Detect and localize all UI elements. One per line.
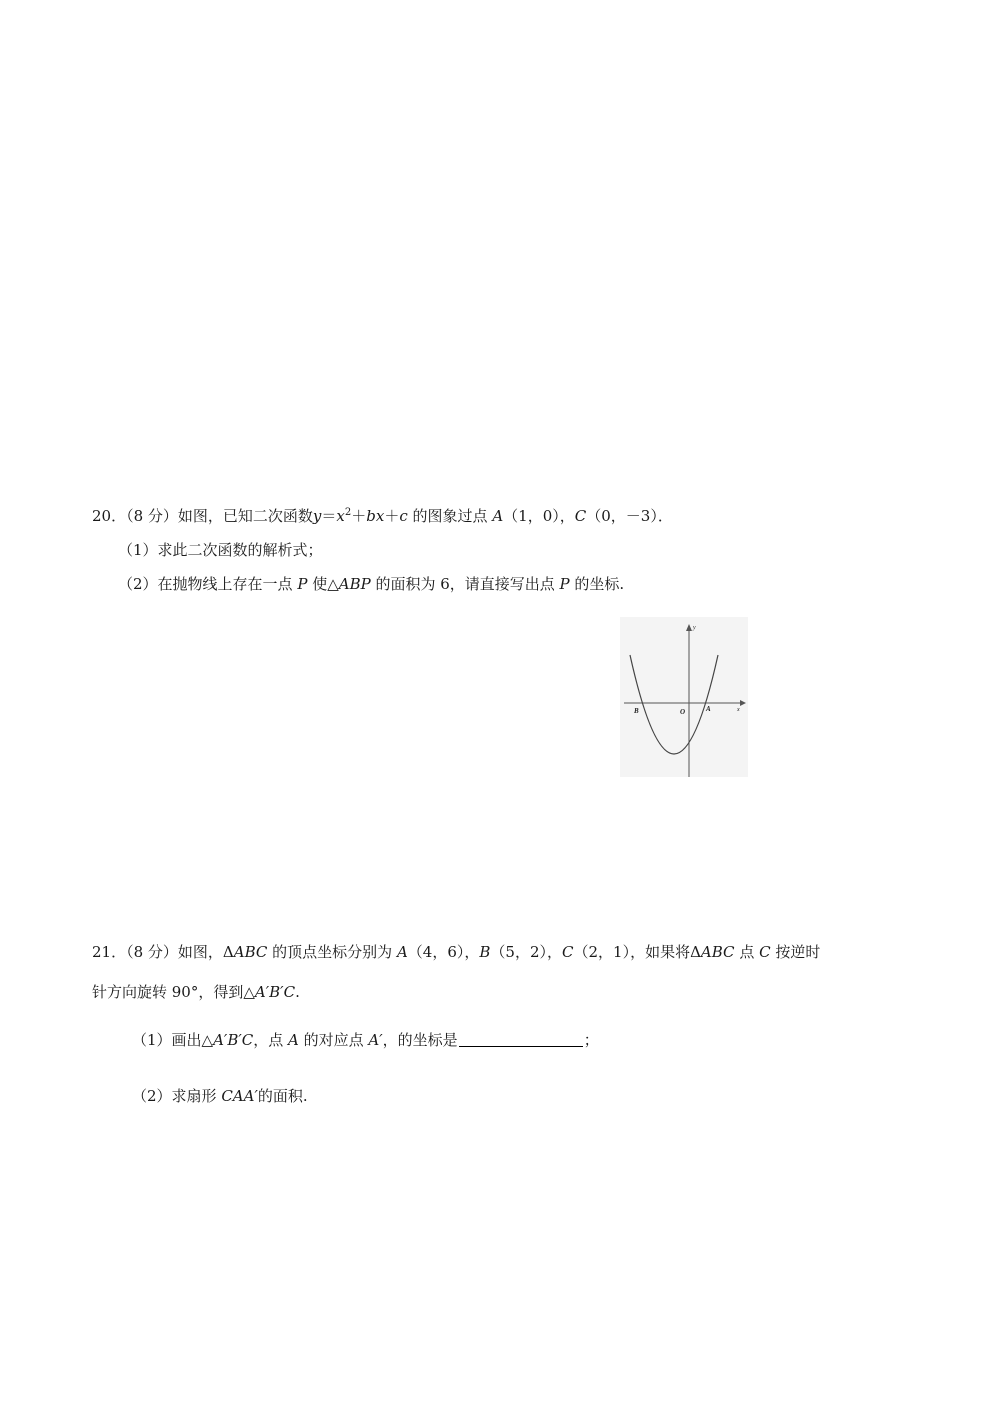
q21-line2-text-a: 针方向旋转 90°，得到△ bbox=[92, 983, 255, 1001]
q21-stem-line2 bbox=[92, 982, 300, 1002]
parabola-figure bbox=[620, 617, 748, 777]
q21-part2 bbox=[132, 1086, 308, 1106]
q21-part1-text-b: ，点 bbox=[253, 1031, 289, 1049]
q21-text-a: 如图， bbox=[177, 943, 223, 961]
q21-part1-point-a: A bbox=[288, 1031, 299, 1049]
q20-eq-y: y bbox=[312, 507, 322, 525]
q20-number: 20． bbox=[92, 507, 127, 525]
q21-point-c2: C bbox=[759, 943, 771, 961]
q21-point-a: A bbox=[396, 943, 408, 961]
q21-number: 21． bbox=[92, 943, 127, 961]
q21-text-c: 点 bbox=[734, 943, 760, 961]
label-y: y bbox=[693, 625, 696, 631]
q21-stem bbox=[92, 942, 820, 962]
q21-triangle-symbol-2: Δ bbox=[690, 943, 701, 961]
q21-point-b-coord: （5，2）， bbox=[490, 943, 562, 961]
q20-point-c: C bbox=[574, 507, 587, 525]
answer-blank[interactable] bbox=[459, 1032, 583, 1047]
q21-triangle-2: ABC bbox=[700, 943, 735, 961]
q20-eq-x: x bbox=[336, 507, 345, 525]
q20-part2-text-d: 的坐标. bbox=[569, 575, 625, 593]
figure-background bbox=[620, 617, 748, 777]
q21-text-d: 按逆时 bbox=[770, 943, 821, 961]
q21-part1 bbox=[132, 1030, 599, 1050]
q20-stem bbox=[92, 506, 673, 526]
label-a: A bbox=[706, 705, 711, 713]
q20-eq-equals: ＝ bbox=[321, 507, 337, 525]
q21-point-b: B bbox=[479, 943, 491, 961]
q20-part2-text-c: 的面积为 6，请直接写出点 bbox=[370, 575, 560, 593]
q21-part1-text-d: ，的坐标是 bbox=[382, 1031, 458, 1049]
q21-part2-sector: CAA′ bbox=[221, 1087, 258, 1105]
q21-triangle-symbol-1: Δ bbox=[222, 943, 234, 961]
q21-point-c: C bbox=[562, 943, 574, 961]
q20-eq-exponent: 2 bbox=[344, 507, 352, 518]
q21-line2-end: . bbox=[295, 983, 300, 1001]
q21-point-a-coord: （4，6）， bbox=[407, 943, 480, 961]
q20-part2 bbox=[118, 574, 624, 594]
label-o: O bbox=[680, 708, 686, 716]
q20-point-a-coord: （1，0）， bbox=[503, 507, 575, 525]
q21-triangle-1: ABC bbox=[233, 943, 268, 961]
q20-text-a: 如图，已知二次函数 bbox=[177, 507, 313, 525]
q21-line2-triangle: A′B′C bbox=[254, 983, 296, 1001]
q21-part2-text-a: （2）求扇形 bbox=[132, 1087, 222, 1105]
label-x: x bbox=[737, 707, 740, 713]
q21-part1-end: ； bbox=[583, 1031, 599, 1049]
q20-eq-plus-2: ＋ bbox=[384, 507, 400, 525]
label-b: B bbox=[634, 707, 639, 715]
q21-score: （8 分） bbox=[126, 943, 178, 961]
q20-score: （8 分） bbox=[126, 507, 178, 525]
q21-part1-text-c: 的对应点 bbox=[298, 1031, 369, 1049]
q20-part2-text-b: 使△ bbox=[307, 575, 339, 593]
q20-text-b: 的图象过点 bbox=[407, 507, 493, 525]
q21-part1-text-a: （1）画出△ bbox=[132, 1031, 214, 1049]
q20-eq-c: c bbox=[399, 507, 408, 525]
q20-point-a: A bbox=[492, 507, 504, 525]
q20-part2-text-a: （2）在抛物线上存在一点 bbox=[118, 575, 298, 593]
q20-part2-point-p2: P bbox=[559, 575, 570, 593]
q21-part1-triangle: A′B′C bbox=[213, 1031, 254, 1049]
q20-part2-point-p: P bbox=[297, 575, 308, 593]
q20-eq-bx: bx bbox=[366, 507, 385, 525]
q21-text-b: 的顶点坐标分别为 bbox=[267, 943, 397, 961]
q21-part2-text-b: 的面积. bbox=[257, 1087, 308, 1105]
q20-point-c-coord: （0，－3）． bbox=[586, 507, 673, 525]
q21-point-c-coord: （2，1），如果将 bbox=[573, 943, 691, 961]
q20-part2-triangle: ABP bbox=[338, 575, 371, 593]
q20-part1: （1）求此二次函数的解析式； bbox=[118, 541, 323, 559]
q21-part1-point-a-prime: A′ bbox=[368, 1031, 383, 1049]
q20-eq-plus-1: ＋ bbox=[351, 507, 367, 525]
